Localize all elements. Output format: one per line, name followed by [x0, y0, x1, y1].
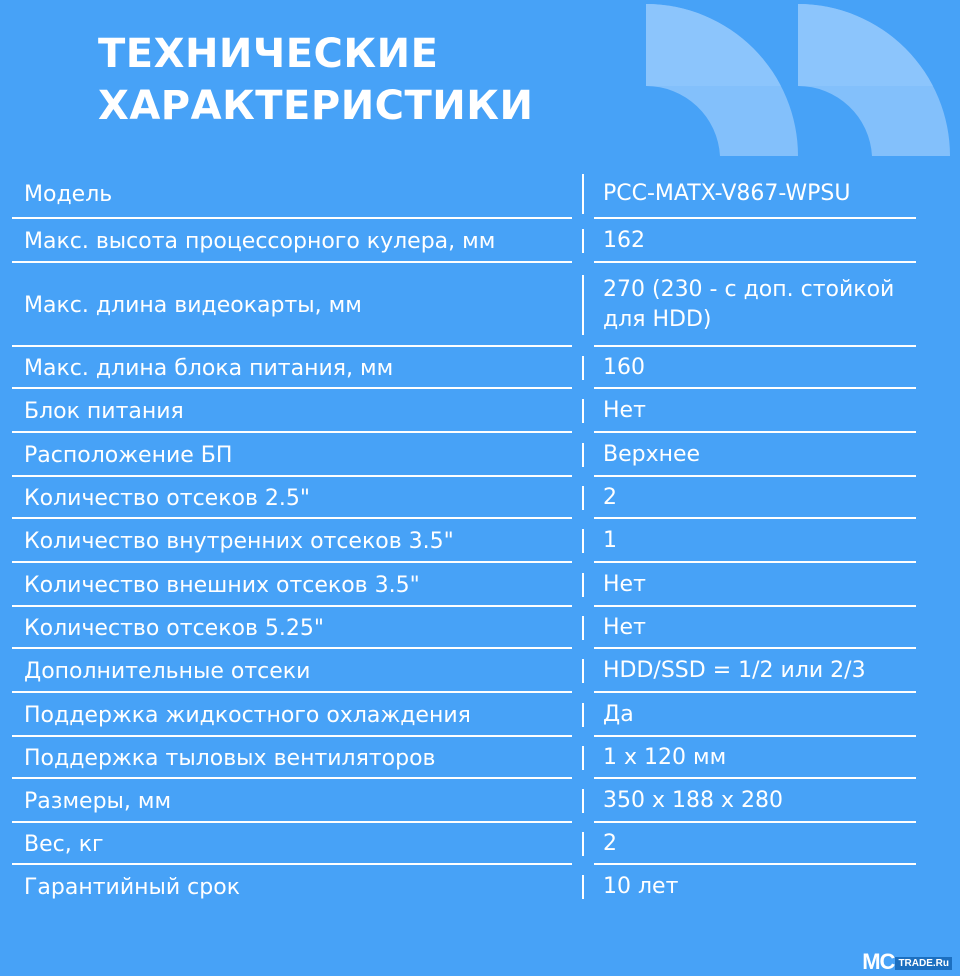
row-divider [12, 863, 572, 865]
spec-row [0, 694, 960, 736]
spec-value: 162 [603, 228, 645, 253]
spec-row [0, 434, 960, 476]
spec-row [0, 564, 960, 606]
spec-row [0, 220, 960, 262]
row-divider [12, 475, 572, 477]
spec-row [0, 824, 960, 864]
row-divider [12, 561, 572, 563]
spec-value: 2 [603, 831, 617, 856]
column-separator [582, 275, 584, 335]
spec-label: Количество отсеков 2.5" [24, 485, 311, 511]
spec-row [0, 738, 960, 778]
column-separator [582, 229, 584, 253]
column-separator [582, 875, 584, 899]
spec-label: Расположение БП [24, 442, 233, 468]
row-divider [594, 517, 916, 519]
row-divider [594, 605, 916, 607]
row-divider [12, 431, 572, 433]
logo-trade: TRADE.Ru [895, 957, 952, 970]
spec-row [0, 348, 960, 388]
spec-label: Макс. высота процессорного кулера, мм [24, 228, 496, 254]
spec-label: Вес, кг [24, 831, 104, 857]
column-separator [582, 529, 584, 553]
spec-value: 2 [603, 485, 617, 510]
spec-value: Нет [603, 615, 646, 640]
spec-label: Макс. длина видеокарты, мм [24, 292, 362, 318]
spec-value: Да [603, 702, 634, 727]
logo-mc: MC [862, 949, 895, 974]
row-divider [12, 647, 572, 649]
spec-row [0, 478, 960, 518]
spec-row [0, 264, 960, 346]
column-separator [582, 832, 584, 856]
spec-value: 160 [603, 355, 645, 380]
row-divider [12, 735, 572, 737]
row-divider [594, 777, 916, 779]
spec-label: Поддержка тыловых вентиляторов [24, 745, 436, 771]
spec-value: Нет [603, 398, 646, 423]
row-divider [594, 475, 916, 477]
column-separator [582, 573, 584, 597]
spec-row [0, 520, 960, 562]
page-title-line-1: ТЕХНИЧЕСКИЕ [98, 31, 439, 77]
row-divider [12, 605, 572, 607]
column-separator [582, 703, 584, 727]
page-title [98, 28, 533, 132]
spec-value: 1 [603, 528, 617, 553]
column-separator [582, 659, 584, 683]
row-divider [12, 821, 572, 823]
row-divider [12, 345, 572, 347]
column-separator [582, 356, 584, 380]
page-title-line-2: ХАРАКТЕРИСТИКИ [98, 83, 534, 129]
row-divider [12, 217, 572, 219]
spec-value: 270 (230 - с доп. стойкой для HDD) [603, 277, 895, 332]
spec-value: 10 лет [603, 874, 679, 899]
spec-row [0, 608, 960, 648]
spec-row [0, 780, 960, 822]
row-divider [594, 735, 916, 737]
row-divider [12, 261, 572, 263]
column-separator [582, 399, 584, 423]
row-divider [594, 261, 916, 263]
row-divider [594, 647, 916, 649]
spec-row [0, 390, 960, 432]
column-separator [582, 174, 584, 214]
column-separator [582, 486, 584, 510]
spec-label: Количество внешних отсеков 3.5" [24, 572, 420, 598]
mctrade-logo [862, 949, 952, 974]
row-divider [12, 777, 572, 779]
column-separator [582, 789, 584, 813]
spec-label: Макс. длина блока питания, мм [24, 355, 394, 381]
row-divider [12, 387, 572, 389]
spec-label: Размеры, мм [24, 788, 172, 814]
row-divider [12, 517, 572, 519]
column-separator [582, 616, 584, 640]
spec-label: Блок питания [24, 398, 184, 424]
spec-value: PCC-MATX-V867-WPSU [603, 181, 851, 206]
row-divider [594, 561, 916, 563]
row-divider [594, 345, 916, 347]
spec-label: Поддержка жидкостного охлаждения [24, 702, 471, 728]
row-divider [594, 387, 916, 389]
spec-label: Количество отсеков 5.25" [24, 615, 325, 641]
column-separator [582, 746, 584, 770]
row-divider [594, 217, 916, 219]
spec-value: Нет [603, 572, 646, 597]
row-divider [594, 431, 916, 433]
spec-value: Верхнее [603, 442, 701, 467]
spec-value: HDD/SSD = 1/2 или 2/3 [603, 658, 866, 683]
spec-row [0, 170, 960, 218]
spec-label: Модель [24, 181, 113, 207]
row-divider [594, 821, 916, 823]
spec-row [0, 866, 960, 908]
row-divider [12, 691, 572, 693]
spec-value: 350 x 188 x 280 [603, 788, 783, 813]
spec-label: Гарантийный срок [24, 874, 240, 900]
spec-label: Дополнительные отсеки [24, 658, 311, 684]
spec-row [0, 650, 960, 692]
spec-label: Количество внутренних отсеков 3.5" [24, 528, 454, 554]
spec-value: 1 x 120 мм [603, 745, 727, 770]
row-divider [594, 691, 916, 693]
column-separator [582, 443, 584, 467]
row-divider [594, 863, 916, 865]
